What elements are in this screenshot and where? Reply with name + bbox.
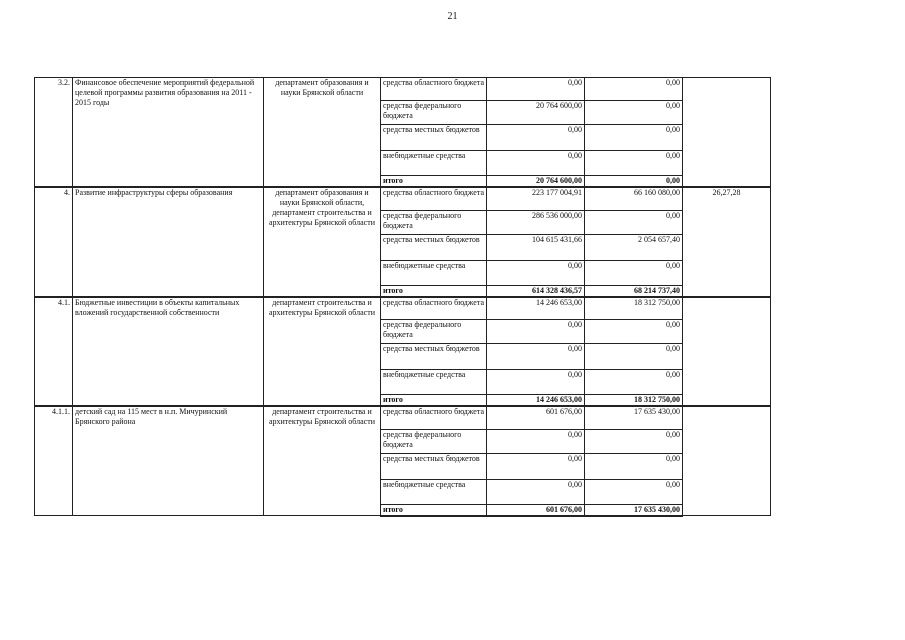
amount-year-1: 614 328 436,57 — [487, 285, 585, 297]
funding-source: внебюджетные средства — [381, 151, 487, 176]
table-row — [35, 406, 771, 429]
funding-source: средства федерального бюджета — [381, 101, 487, 125]
amount-year-1: 0,00 — [487, 429, 585, 453]
amount-year-1: 0,00 — [487, 479, 585, 504]
funding-source: средства областного бюджета — [381, 297, 487, 320]
amount-year-2: 0,00 — [585, 429, 683, 453]
amount-year-2: 0,00 — [585, 101, 683, 125]
page-number: 21 — [447, 11, 458, 22]
amount-year-1: 104 615 431,66 — [487, 234, 585, 260]
amount-year-1: 14 246 653,00 — [487, 297, 585, 320]
budget-table-body — [35, 78, 771, 516]
item-number: 4. — [35, 187, 73, 297]
funding-source: средства местных бюджетов — [381, 453, 487, 479]
item-number: 3.2. — [35, 78, 73, 188]
amount-year-1: 0,00 — [487, 260, 585, 285]
item-name: Развитие инфраструктуры сферы образования — [73, 187, 264, 297]
amount-year-2: 0,00 — [585, 479, 683, 504]
amount-year-2: 0,00 — [585, 260, 683, 285]
amount-year-1: 0,00 — [487, 370, 585, 395]
funding-source: средства федерального бюджета — [381, 320, 487, 344]
item-executor: департамент строительства и архитектуры Брянской области — [264, 406, 381, 516]
funding-source: средства местных бюджетов — [381, 125, 487, 151]
amount-year-2: 68 214 737,40 — [585, 285, 683, 297]
amount-year-1: 601 676,00 — [487, 504, 585, 516]
funding-source: итого — [381, 285, 487, 297]
item-executor: департамент образования и науки Брянской области — [264, 78, 381, 188]
budget-table — [34, 77, 771, 517]
amount-year-1: 0,00 — [487, 453, 585, 479]
funding-source: средства областного бюджета — [381, 406, 487, 429]
amount-year-2: 0,00 — [585, 344, 683, 370]
funding-source: средства местных бюджетов — [381, 344, 487, 370]
indicators — [683, 78, 771, 188]
amount-year-1: 14 246 653,00 — [487, 395, 585, 407]
amount-year-2: 18 312 750,00 — [585, 297, 683, 320]
amount-year-2: 0,00 — [585, 176, 683, 188]
amount-year-2: 0,00 — [585, 125, 683, 151]
amount-year-1: 0,00 — [487, 344, 585, 370]
amount-year-1: 0,00 — [487, 125, 585, 151]
amount-year-2: 0,00 — [585, 78, 683, 101]
amount-year-1: 0,00 — [487, 320, 585, 344]
funding-source: средства федерального бюджета — [381, 429, 487, 453]
amount-year-2: 18 312 750,00 — [585, 395, 683, 407]
item-executor: департамент образования и науки Брянской области, департамент строительства и архитектуры Брянской области — [264, 187, 381, 297]
funding-source: внебюджетные средства — [381, 479, 487, 504]
amount-year-2: 2 054 657,40 — [585, 234, 683, 260]
amount-year-2: 17 635 430,00 — [585, 406, 683, 429]
item-name: Бюджетные инвестиции в объекты капитальных вложений государственной собственности — [73, 297, 264, 407]
funding-source: внебюджетные средства — [381, 370, 487, 395]
amount-year-1: 0,00 — [487, 151, 585, 176]
amount-year-1: 601 676,00 — [487, 406, 585, 429]
amount-year-1: 0,00 — [487, 78, 585, 101]
amount-year-1: 20 764 600,00 — [487, 101, 585, 125]
funding-source: средства местных бюджетов — [381, 234, 487, 260]
table-row — [35, 297, 771, 320]
amount-year-1: 286 536 000,00 — [487, 210, 585, 234]
amount-year-2: 0,00 — [585, 151, 683, 176]
indicators — [683, 297, 771, 407]
funding-source: внебюджетные средства — [381, 260, 487, 285]
amount-year-2: 0,00 — [585, 453, 683, 479]
amount-year-1: 223 177 004,91 — [487, 187, 585, 210]
amount-year-2: 66 160 080,00 — [585, 187, 683, 210]
amount-year-2: 17 635 430,00 — [585, 504, 683, 516]
item-number: 4.1.1. — [35, 406, 73, 516]
item-number: 4.1. — [35, 297, 73, 407]
indicators — [683, 406, 771, 516]
amount-year-2: 0,00 — [585, 370, 683, 395]
amount-year-1: 20 764 600,00 — [487, 176, 585, 188]
indicators: 26,27,28 — [683, 187, 771, 297]
funding-source: средства областного бюджета — [381, 187, 487, 210]
item-name: детский сад на 115 мест в н.п. Мичуринский Брянского района — [73, 406, 264, 516]
funding-source: итого — [381, 176, 487, 188]
funding-source: итого — [381, 395, 487, 407]
funding-source: средства областного бюджета — [381, 78, 487, 101]
table-row — [35, 187, 771, 210]
item-name: Финансовое обеспечение мероприятий федеральной целевой программы развития образования на 2011 - 2015 годы — [73, 78, 264, 188]
amount-year-2: 0,00 — [585, 320, 683, 344]
item-executor: департамент строительства и архитектуры Брянской области — [264, 297, 381, 407]
table-row — [35, 78, 771, 101]
amount-year-2: 0,00 — [585, 210, 683, 234]
funding-source: итого — [381, 504, 487, 516]
funding-source: средства федерального бюджета — [381, 210, 487, 234]
